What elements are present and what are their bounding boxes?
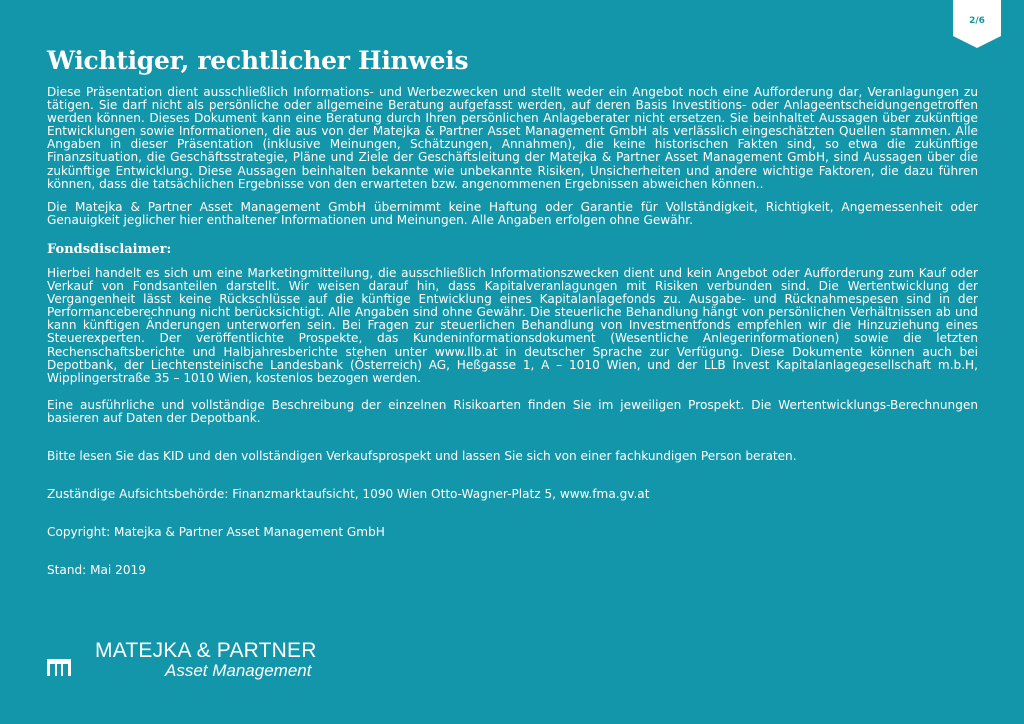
date-paragraph: Stand: Mai 2019 — [47, 563, 146, 578]
supervisory-authority-paragraph: Zuständige Aufsichtsbehörde: Finanzmarktaufsicht, 1090 Wien Otto-Wagner-Platz 5, www.fma.gv.at — [47, 487, 650, 502]
risk-description-paragraph: Eine ausführliche und vollständige Beschreibung der einzelnen Risikoarten finden Sie im jeweiligen Prospekt. Die Wertentwicklungs-Berechnungen basieren auf Daten der Depotbank. — [47, 397, 978, 425]
fund-disclaimer-paragraph: Hierbei handelt es sich um eine Marketingmitteilung, die ausschließlich Informationszwecken dient und kein Angebot oder Aufforderung zum Kauf oder Verkauf von Fondsanteilen darstellt. Wir weisen darauf hin, dass Kapitalveranlagungen mit Risiken verbunden sind. Die Wertentwicklung der Vergangenheit lässt keine Rückschlüsse auf die künftige Entwicklung eines Kapitalanlagefonds zu. Ausgabe- und Rücknahmespesen sind in der Performanceberechnung nicht berücksichtigt. Alle Angaben sind ohne Gewähr. Die steuerliche Behandlung hängt von persönlichen Verhältnissen ab und kann künftigen Änderungen unterworfen sein. Bei Fragen zur steuerlichen Behandlung von Investmentfonds empfehlen wir die Hinzuziehung eines Steuerexperten. Der veröffentlichte Prospekte, das Kundeninformationsdokument (Wesentliche Anlegerinformationen) sowie die letzten Rechenschaftsberichte und Halbjahresberichte stehen unter www.llb.at in deutscher Sprache zur Verfügung. Diese Dokumente können auch bei Depotbank, der Liechtensteinische Landesbank (Österreich) AG, Heßgasse 1, A – 1010 Wien, und der LLB Invest Kapitalanlagegesellschaft m.b.H, Wipplingerstraße 35 – 1010 Wien, kostenlos bezogen werden. — [47, 265, 978, 385]
fund-disclaimer-heading: Fondsdisclaimer: — [47, 241, 172, 257]
company-logo — [47, 639, 347, 689]
page-number: 2/6 — [969, 16, 985, 26]
logo-company-name: MATEJKA & PARTNER — [95, 639, 317, 662]
matejka-logo-icon — [47, 659, 71, 676]
page-indicator-badge — [953, 0, 1001, 48]
disclaimer-content — [47, 86, 978, 577]
page-title: Wichtiger, rechtlicher Hinweis — [47, 46, 469, 75]
logo-subtitle: Asset Management — [165, 661, 312, 680]
intro-paragraph: Diese Präsentation dient ausschließlich Informations- und Werbezwecken und stellt weder ein Angebot noch eine Aufforderung dar, Veranlagungen zu tätigen. Sie darf nicht als persönliche oder allgemeine Beratung aufgefasst werden, auf deren Basis Investitions- oder Anlageentscheidungengetroffen werden können. Dieses Dokument kann eine Beratung durch Ihren persönlichen Anlageberater nicht ersetzen. Sie beinhaltet Aussagen über zukünftige Entwicklungen sowie Informationen, die aus von der Matejka & Partner Asset Management GmbH als verlässlich eingeschätzten Quellen stammen. Alle Angaben in dieser Präsentation (inklusive Meinungen, Schätzungen, Annahmen), die keine historischen Fakten sind, so etwa die zukünftige Finanzsituation, die Geschäftsstrategie, Pläne und Ziele der Geschäftsleitung der Matejka & Partner Asset Management GmbH, sind Aussagen über die zukünftige Entwicklung. Diese Aussagen beinhalten bekannte wie unbekannte Risiken, Unsicherheiten und andere wichtige Faktoren, die dazu führen können, dass die tatsächlichen Ergebnisse von den erwarteten bzw. angenommenen Ergebnissen abweichen können.. — [47, 85, 978, 191]
kid-paragraph: Bitte lesen Sie das KID und den vollständigen Verkaufsprospekt und lassen Sie sich von einer fachkundigen Person beraten. — [47, 448, 797, 463]
copyright-paragraph: Copyright: Matejka & Partner Asset Management GmbH — [47, 525, 385, 540]
liability-paragraph: Die Matejka & Partner Asset Management GmbH übernimmt keine Haftung oder Garantie für Vollständigkeit, Richtigkeit, Angemessenheit oder Genauigkeit jeglicher hier enthaltener Informationen und Meinungen. Alle Angaben erfolgen ohne Gewähr. — [47, 199, 978, 227]
